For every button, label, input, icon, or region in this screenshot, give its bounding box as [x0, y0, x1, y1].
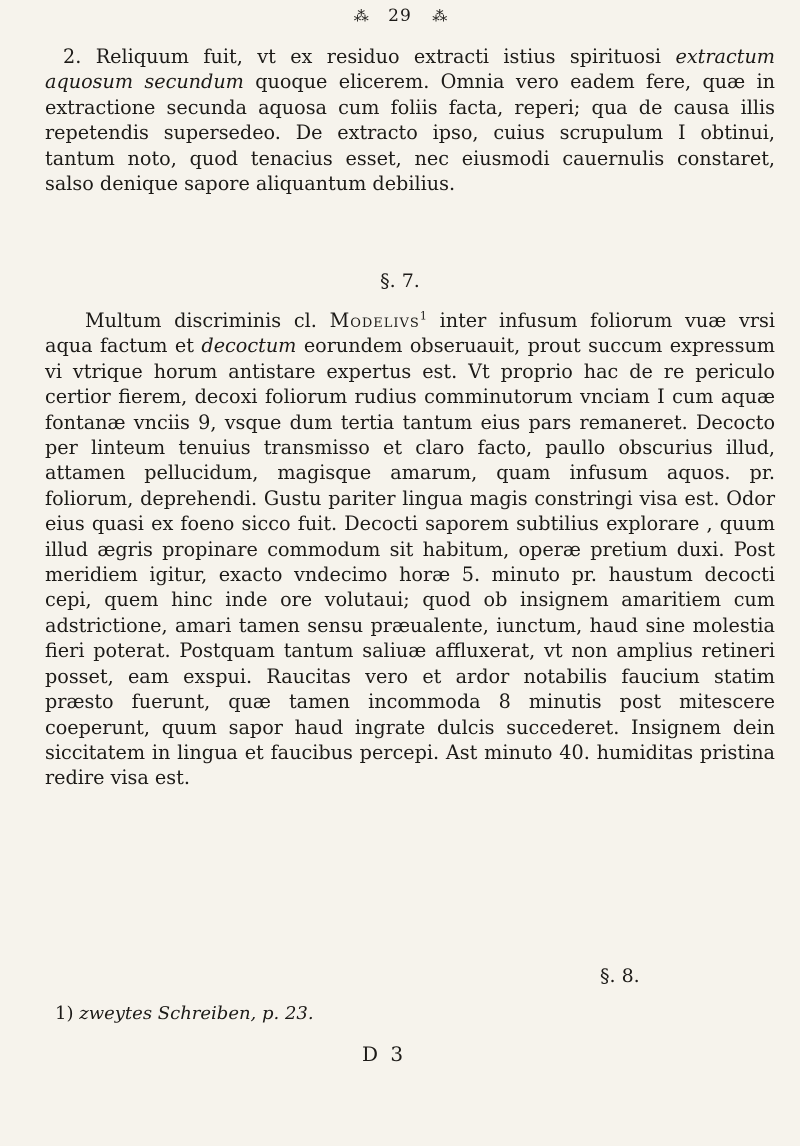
paragraph-7-text-c: eorundem obseruauit, prout succum expressum vi vtrique horum antistare expertus est. Vt proprio hac de re periculo certior fierem, decoxi foliorum rudius comminutorum vnciam I cum aquæ fontanæ vnciis 9, vsque dum tertia tantum eius pars remaneret. Decocto per linteum tenuius transmisso et claro facto, paullo obscurius illud, attamen pellucidum, magisque amarum, quam infusum aquos. pr. foliorum, deprehendi. Gustu pariter lingua magis constringi visa est. Odor eius quasi ex foeno sicco fuit. Decocti saporem subtilius explorare , quum illud ægris propinare commodum sit habitum, operæ pretium duxi. Post meridiem igitur, exacto vndecimo horæ 5. minuto pr. haustum decocti cepi, quem hinc inde ore volutaui; quod ob insignem amaritiem cum adstrictione, amari tamen sensu præualente, iunctum, haud sine molestia fieri poterat. Postquam tantum saliuæ affluxerat, vt non amplius retineri posset, eam exspui. Raucitas vero et ardor notabilis faucium statim præsto fuerunt, quæ tamen incommoda 8 minutis post mitescere coeperunt, quum sapor haud ingrate dulcis succederet. Insignem dein siccitatem in lingua et faucibus percepi. Ast minuto 40. humiditas pristina redire visa est.	[45, 334, 775, 790]
paragraph-7-text-a: Multum discriminis cl.	[85, 309, 317, 332]
catchword-section-8: §. 8.	[600, 965, 640, 987]
paragraph-2-text-b: quoque elicerem. Omnia vero eadem fere, quæ in extractione secunda aquosa cum foliis facta, reperi; qua de causa illis repetendis supersedeo. De extracto ipso, cuius scrupulum I obtinui, tantum noto, quod tenacius esset, nec eiusmodi cauernulis constaret, salso denique sapore aliquantum debilius.	[45, 70, 775, 196]
paragraph-2	[45, 44, 775, 196]
paragraph-7-text-b: inter infusum foliorum vuæ vrsi aqua factum et	[45, 309, 775, 358]
paragraph-2-text-a: Reliquum fuit, vt ex residuo extracti istius spirituosi	[95, 45, 662, 68]
paragraph-2-italic-term: extractum aquosum secundum	[45, 45, 775, 94]
paragraph-number: 2.	[63, 45, 82, 68]
footnote-text: zweytes Schreiben, p. 23.	[79, 1003, 314, 1024]
page-number: 29	[388, 6, 412, 26]
paragraph-section-7	[45, 308, 775, 791]
paragraph-2-body	[45, 44, 775, 196]
section-heading-7: §. 7.	[380, 270, 420, 292]
footnote-mark: 1)	[55, 1003, 74, 1024]
ornament-right-icon: ⁂	[432, 7, 447, 25]
paragraph-7-italic-term: decoctum	[201, 334, 297, 358]
footnote-marker: 1	[419, 309, 427, 323]
author-name: Modelivs	[329, 309, 420, 332]
signature-mark: D 3	[362, 1042, 407, 1066]
footnote	[55, 1003, 314, 1024]
ornament-left-icon: ⁂	[353, 7, 368, 25]
running-head	[0, 6, 800, 26]
